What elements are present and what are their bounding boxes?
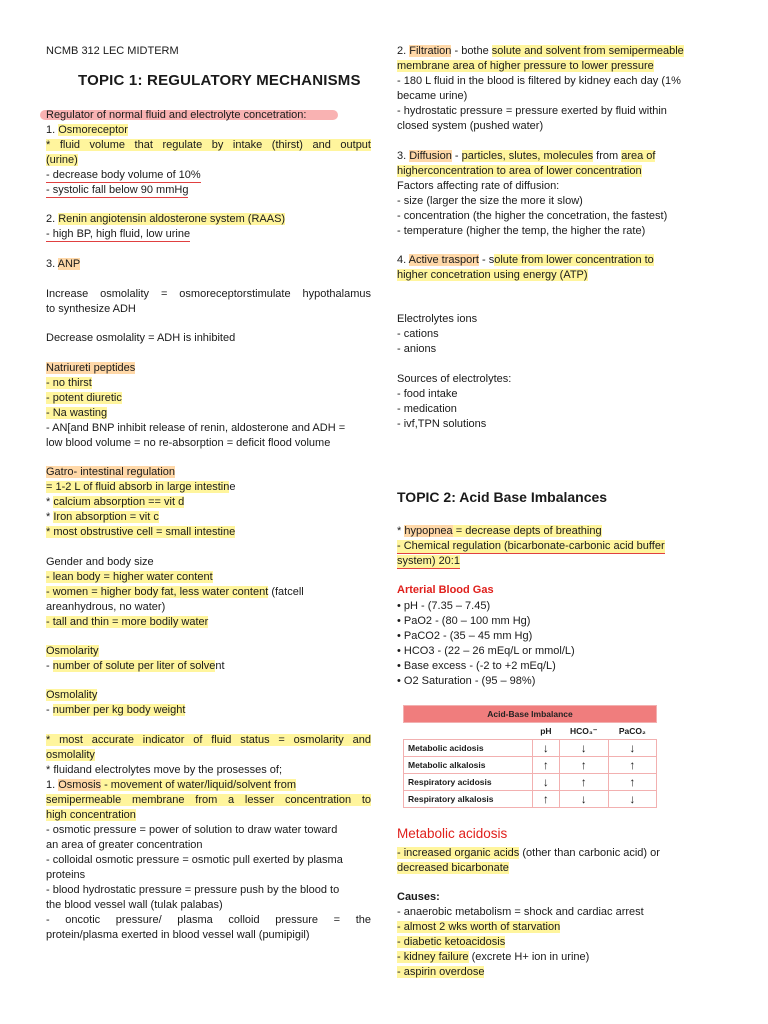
table-header-hco3: HCO₃⁻ <box>570 725 598 736</box>
causes-heading: Causes: <box>397 891 440 903</box>
filtration-line-5: - hydrostatic pressure = pressure exerted by fluid within <box>397 105 667 117</box>
gender-heading: Gender and body size <box>46 556 154 568</box>
semipermeable-1: semipermeable membrane from a lesser concentration to <box>46 794 371 806</box>
regulator-heading: Regulator of normal fluid and electrolyte concetration: <box>46 109 307 121</box>
gi-heading: Gatro- intestinal regulation <box>46 466 176 478</box>
topic1-title: TOPIC 1: REGULATORY MECHANISMS <box>78 72 361 89</box>
osmolality-def: - number per kg body weight <box>46 704 186 716</box>
potent-diuretic: - potent diuretic <box>46 392 122 404</box>
filtration-line-1: 2. Filtration - bothe solute and solvent from semipermeable <box>397 45 684 57</box>
cause-kidney: - kidney failure (excrete H+ ion in urine) <box>397 951 590 963</box>
osmolarity-def: - number of solute per liter of solvent <box>46 660 225 672</box>
paco2-arrow: ↓ <box>608 791 656 808</box>
women-line-2: areanhydrous, no water) <box>46 601 166 613</box>
row-label: Respiratory alkalosis <box>404 791 533 808</box>
factor-temperature: - temperature (higher the temp, the higher the rate) <box>397 225 646 237</box>
abg-pao2: • PaO2 - (80 – 100 mm Hg) <box>397 615 531 627</box>
anp-item: 3. ANP <box>46 258 81 270</box>
table-row <box>404 791 657 808</box>
hco3-arrow: ↓ <box>559 740 608 757</box>
raas-item: 2. Renin angiotensin aldosterone system (RAAS) <box>46 213 286 225</box>
factors-heading: Factors affecting rate of diffusion: <box>397 180 560 192</box>
metabolic-acidosis-title: Metabolic acidosis <box>397 826 508 841</box>
ph-arrow: ↑ <box>533 757 560 774</box>
colloidal-1: - colloidal osmotic pressure = osmotic pull exerted by plasma <box>46 854 343 866</box>
an-bnp-1: - AN[and BNP inhibit release of renin, aldosterone and ADH = <box>46 422 346 434</box>
systolic-fall: - systolic fall below 90 mmHg <box>46 184 189 196</box>
row-label: Metabolic acidosis <box>404 740 533 757</box>
cause-starvation: - almost 2 wks worth of starvation <box>397 921 561 933</box>
accurate-indicator-1: * most accurate indicator of fluid status = osmolarity and <box>46 734 371 746</box>
table-header-blank <box>404 723 533 740</box>
cause-dka: - diabetic ketoacidosis <box>397 936 506 948</box>
table-row <box>404 757 657 774</box>
gi-line-1: = 1-2 L of fluid absorb in large intestine <box>46 481 236 493</box>
na-wasting: - Na wasting <box>46 407 108 419</box>
factor-size: - size (larger the size the more it slow) <box>397 195 583 207</box>
doc-header: NCMB 312 LEC MIDTERM <box>46 45 179 57</box>
filtration-line-2: membrane area of higher pressure to lower pressure <box>397 60 654 72</box>
hydrostatic-2: the blood vessel wall (tulak palabas) <box>46 899 223 911</box>
osmoreceptor-item: 1. Osmoreceptor <box>46 124 128 136</box>
hypopnea-line: * hypopnea = decrease depts of breathing <box>397 525 602 537</box>
diffusion-line-1: 3. Diffusion - particles, slutes, molecules from area of <box>397 150 656 162</box>
hco3-arrow: ↓ <box>559 791 608 808</box>
filtration-line-3: - 180 L fluid in the blood is filtered by kidney each day (1% <box>397 75 681 87</box>
lean-body: - lean body = higher water content <box>46 571 213 583</box>
osmolality-heading: Osmolality <box>46 689 98 701</box>
table-header-ph: pH <box>540 725 552 736</box>
osmotic-pressure-1: - osmotic pressure = power of solution to draw water toward <box>46 824 338 836</box>
decrease-body-volume: - decrease body volume of 10% <box>46 169 201 181</box>
fluid-volume-line2: (urine) <box>46 154 78 166</box>
table-caption: Acid-Base Imbalance <box>404 706 657 723</box>
osmolarity-heading: Osmolarity <box>46 645 99 657</box>
row-label: Metabolic alkalosis <box>404 757 533 774</box>
row-label: Respiratory acidosis <box>404 774 533 791</box>
ph-arrow: ↓ <box>533 740 560 757</box>
table-row <box>404 774 657 791</box>
chemical-regulation-1: - Chemical regulation (bicarbonate-carbonic acid buffer <box>397 540 665 552</box>
diffusion-line-2: higherconcentration to area of lower concentration <box>397 165 642 177</box>
gi-line-4: * most obstrustive cell = small intestine <box>46 526 236 538</box>
an-bnp-2: low blood volume = no re-absorption = deficit flood volume <box>46 437 331 449</box>
table-header-paco2: PaCO₂ <box>618 725 646 736</box>
fluid-volume-line: * fluid volume that regulate by intake (thirst) and output <box>46 139 371 151</box>
filtration-line-6: closed system (pushed water) <box>397 120 544 132</box>
topic2-title: TOPIC 2: Acid Base Imbalances <box>397 489 608 505</box>
ph-arrow: ↓ <box>533 774 560 791</box>
osmotic-pressure-2: an area of greater concentration <box>46 839 203 851</box>
oncotic-1: - oncotic pressure/ plasma colloid pressure = the <box>46 914 371 926</box>
paco2-arrow: ↑ <box>608 774 656 791</box>
decrease-osmolality: Decrease osmolality = ADH is inhibited <box>46 332 236 344</box>
fluidand-line: * fluidand electrolytes move by the prosesses of; <box>46 764 283 776</box>
hco3-arrow: ↑ <box>559 774 608 791</box>
semipermeable-2: high concentration <box>46 809 136 821</box>
anions: - anions <box>397 343 437 355</box>
cause-anaerobic: - anaerobic metabolism = shock and cardiac arrest <box>397 906 644 918</box>
increase-osmolality-1: Increase osmolality = osmoreceptorstimulate hypothalamus <box>46 288 371 300</box>
active-transport-1: 4. Active trasport - solute from lower concentration to <box>397 254 654 266</box>
cations: - cations <box>397 328 439 340</box>
gi-line-3: * Iron absorption = vit c <box>46 511 159 523</box>
source-medication: - medication <box>397 403 457 415</box>
hydrostatic-1: - blood hydrostatic pressure = pressure push by the blood to <box>46 884 340 896</box>
table-row <box>404 740 657 757</box>
abg-base-excess: • Base excess - (-2 to +2 mEq/L) <box>397 660 556 672</box>
natriureti-heading: Natriureti peptides <box>46 362 136 374</box>
factor-concentration: - concentration (the higher the concetration, the fastest) <box>397 210 668 222</box>
abg-paco2: • PaCO2 - (35 – 45 mm Hg) <box>397 630 533 642</box>
filtration-line-4: became urine) <box>397 90 468 102</box>
electrolytes-heading: Electrolytes ions <box>397 313 478 325</box>
high-bp-line: - high BP, high fluid, low urine <box>46 228 191 240</box>
oncotic-2: protein/plasma exerted in blood vessel wall (pumipigil) <box>46 929 310 941</box>
abg-hco3: • HCO3 - (22 – 26 mEq/L or mmol/L) <box>397 645 575 657</box>
source-ivf: - ivf,TPN solutions <box>397 418 487 430</box>
no-thirst: - no thirst <box>46 377 92 389</box>
paco2-arrow: ↑ <box>608 757 656 774</box>
colloidal-2: proteins <box>46 869 86 881</box>
gi-line-2: * calcium absorption == vit d <box>46 496 185 508</box>
women-line-1: - women = higher body fat, less water content (fatcell <box>46 586 304 598</box>
sources-heading: Sources of electrolytes: <box>397 373 512 385</box>
metabolic-line-1: - increased organic acids (other than carbonic acid) or <box>397 847 660 859</box>
abg-heading: Arterial Blood Gas <box>397 584 494 596</box>
acid-base-table <box>403 705 657 808</box>
tall-thin: - tall and thin = more bodily water <box>46 616 209 628</box>
cause-aspirin: - aspirin overdose <box>397 966 485 978</box>
abg-o2-sat: • O2 Saturation - (95 – 98%) <box>397 675 536 687</box>
metabolic-line-2: decreased bicarbonate <box>397 862 509 874</box>
paco2-arrow: ↓ <box>608 740 656 757</box>
ph-arrow: ↑ <box>533 791 560 808</box>
accurate-indicator-2: osmolality <box>46 749 95 761</box>
hco3-arrow: ↑ <box>559 757 608 774</box>
chemical-regulation-2: system) 20:1 <box>397 555 460 567</box>
source-food: - food intake <box>397 388 458 400</box>
abg-ph: • pH - (7.35 – 7.45) <box>397 600 491 612</box>
osmosis-line: 1. Osmosis - movement of water/liquid/solvent from <box>46 779 297 791</box>
active-transport-2: higher concetration using energy (ATP) <box>397 269 588 281</box>
increase-osmolality-2: to synthesize ADH <box>46 303 136 315</box>
